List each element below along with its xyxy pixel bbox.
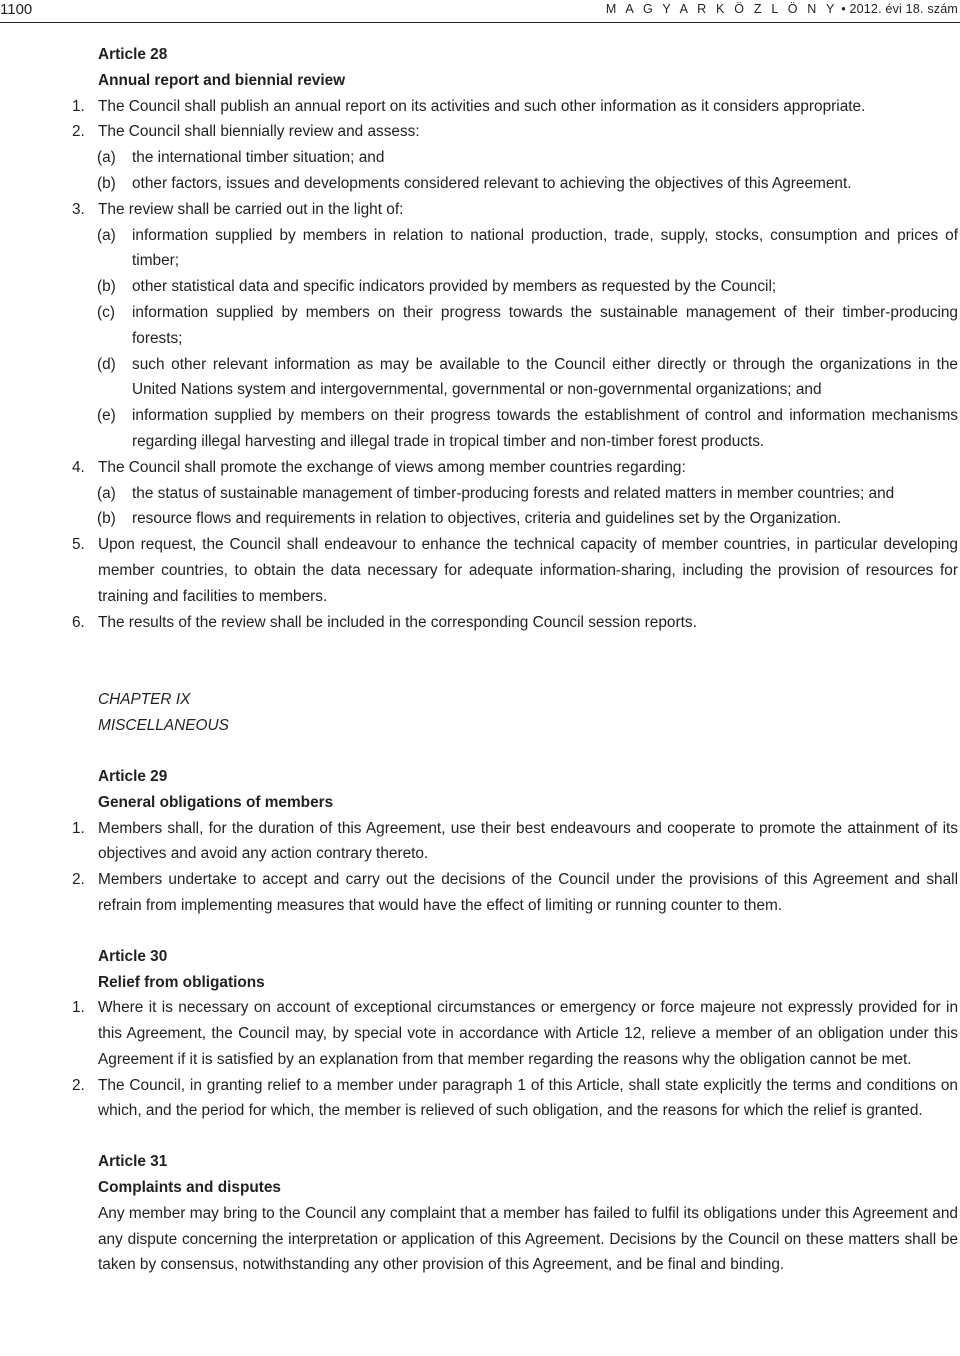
chapter-heading bbox=[0, 687, 958, 739]
article-30 bbox=[0, 944, 958, 1125]
paragraph-text: Where it is necessary on account of exceptional circumstances or emergency or force majeure not expressly provided for in this Agreement, the Council may, by special vote in accordance with Article 12, relieve a member of an obligation under this Agreement if it is satisfied by an explanation from that member regarding the reasons why the obligation cannot be met. bbox=[98, 999, 958, 1068]
sub-item-label: (a) bbox=[97, 149, 116, 167]
sub-item-label: (a) bbox=[97, 484, 116, 502]
paragraph bbox=[0, 119, 958, 145]
article-title: Article 28 bbox=[98, 46, 168, 63]
spacer bbox=[0, 635, 958, 687]
chapter-number: CHAPTER IX bbox=[98, 691, 191, 709]
sub-item bbox=[0, 403, 958, 455]
sub-item bbox=[0, 223, 958, 275]
document-body bbox=[0, 42, 958, 1278]
sub-item-text: information supplied by members on their progress towards the sustainable management of their timber-producing forests; bbox=[132, 303, 958, 347]
spacer bbox=[0, 919, 958, 944]
article-title: Article 29 bbox=[98, 767, 168, 785]
page-number: 1100 bbox=[0, 1, 33, 18]
paragraph-number: 4. bbox=[72, 458, 85, 476]
article-subtitle: Annual report and biennial review bbox=[98, 71, 346, 89]
sub-item-label: (b) bbox=[97, 510, 116, 528]
sub-item-text: such other relevant information as may be available to the Council either directly or through the organizations in the United Nations system and intergovernmental, governmental or non-governmental organizations; and bbox=[132, 355, 958, 399]
paragraph-text: Members undertake to accept and carry out the decisions of the Council under the provisions of this Agreement and shall refrain from implementing measures that would have the effect of limiting or running counter to them. bbox=[98, 871, 958, 914]
spacer bbox=[0, 1124, 958, 1149]
paragraph-number: 2. bbox=[72, 1076, 85, 1094]
paragraph-text: The Council shall biennially review and assess: bbox=[98, 123, 420, 141]
article-subtitle: Relief from obligations bbox=[98, 973, 265, 991]
publication-name: M A G Y A R K Ö Z L Ö N Y bbox=[605, 2, 838, 16]
sub-item-text: resource flows and requirements in relation to objectives, criteria and guidelines set by the Organization. bbox=[132, 510, 842, 528]
spacer bbox=[0, 739, 958, 764]
paragraph-number: 2. bbox=[72, 871, 85, 889]
article-subtitle: Complaints and disputes bbox=[98, 1179, 281, 1197]
paragraph bbox=[0, 867, 958, 919]
paragraph-number: 1. bbox=[72, 819, 85, 837]
paragraph-text: The Council shall promote the exchange of views among member countries regarding: bbox=[98, 458, 686, 476]
paragraph-number: 3. bbox=[72, 200, 85, 218]
journal-title bbox=[606, 0, 958, 23]
header-rule bbox=[0, 22, 960, 23]
paragraph-number: 1. bbox=[72, 999, 85, 1017]
chapter-title: MISCELLANEOUS bbox=[98, 717, 229, 735]
sub-item-label: (b) bbox=[97, 278, 116, 296]
sub-item bbox=[0, 145, 958, 171]
sub-item bbox=[0, 481, 958, 507]
paragraph-text: Any member may bring to the Council any complaint that a member has failed to fulfil its obligations under this Agreement and any dispute concerning the interpretation or application of this Agreement. Decisions by the Council on these matters shall be taken by consensus, notwithstanding any other provision of this Agreement, and be final and binding. bbox=[98, 1204, 958, 1274]
article-title: Article 31 bbox=[98, 1153, 168, 1171]
sub-item-text: information supplied by members on their progress towards the establishment of control and information mechanisms regarding illegal harvesting and illegal trade in tropical timber and non-timber forest products. bbox=[132, 407, 958, 450]
issue-number: 2012. évi 18. szám bbox=[849, 2, 958, 16]
sub-item bbox=[0, 171, 958, 197]
sub-item-text: other statistical data and specific indicators provided by members as requested by the Council; bbox=[132, 278, 777, 296]
paragraph-text: Upon request, the Council shall endeavour to enhance the technical capacity of member countries, in particular developing member countries, to obtain the data necessary for adequate information-sharing, including the provision of resources for training and facilities to members. bbox=[98, 536, 958, 605]
paragraph bbox=[0, 1073, 958, 1125]
sub-item-text: information supplied by members in relation to national production, trade, supply, stocks, consumption and prices of timber; bbox=[132, 226, 958, 270]
paragraph bbox=[0, 197, 958, 223]
paragraph-number: 6. bbox=[72, 613, 85, 631]
paragraph bbox=[0, 995, 958, 1072]
sub-item-text: the status of sustainable management of timber-producing forests and related matters in member countries; and bbox=[132, 484, 895, 502]
paragraph bbox=[0, 94, 958, 120]
article-31 bbox=[0, 1149, 958, 1278]
article-subtitle: General obligations of members bbox=[98, 793, 334, 811]
sub-item bbox=[0, 300, 958, 352]
paragraph bbox=[0, 610, 958, 636]
paragraph bbox=[0, 455, 958, 481]
page-header bbox=[0, 0, 960, 22]
paragraph-number: 1. bbox=[72, 97, 85, 115]
sub-item-label: (c) bbox=[97, 303, 115, 321]
sub-item-label: (e) bbox=[97, 407, 116, 425]
header-bullet: • bbox=[841, 2, 846, 16]
sub-item bbox=[0, 506, 958, 532]
sub-item-text: other factors, issues and developments considered relevant to achieving the objectives of this Agreement. bbox=[132, 174, 852, 192]
paragraph-text: The results of the review shall be included in the corresponding Council session reports. bbox=[98, 613, 697, 631]
sub-item bbox=[0, 274, 958, 300]
paragraph bbox=[0, 816, 958, 868]
sub-item-label: (b) bbox=[97, 174, 116, 192]
paragraph-text: Members shall, for the duration of this Agreement, use their best endeavours and cooperate to promote the attainment of its objectives and avoid any action contrary thereto. bbox=[98, 819, 958, 863]
sub-item-label: (a) bbox=[97, 226, 116, 244]
paragraph-text: The Council, in granting relief to a member under paragraph 1 of this Article, shall state explicitly the terms and conditions on which, and the period for which, the member is relieved of such obligation, and the reasons for which the relief is granted. bbox=[98, 1076, 958, 1120]
paragraph-number: 2. bbox=[72, 123, 85, 141]
sub-item-label: (d) bbox=[97, 355, 116, 373]
paragraph-number: 5. bbox=[72, 536, 85, 554]
paragraph-text: The review shall be carried out in the light of: bbox=[98, 200, 404, 218]
sub-item-text: the international timber situation; and bbox=[132, 149, 385, 167]
paragraph-text: The Council shall publish an annual report on its activities and such other information as it considers appropriate. bbox=[98, 97, 866, 115]
sub-item bbox=[0, 352, 958, 404]
article-28 bbox=[0, 42, 958, 635]
article-title: Article 30 bbox=[98, 947, 168, 965]
article-29 bbox=[0, 764, 958, 919]
paragraph bbox=[0, 532, 958, 609]
